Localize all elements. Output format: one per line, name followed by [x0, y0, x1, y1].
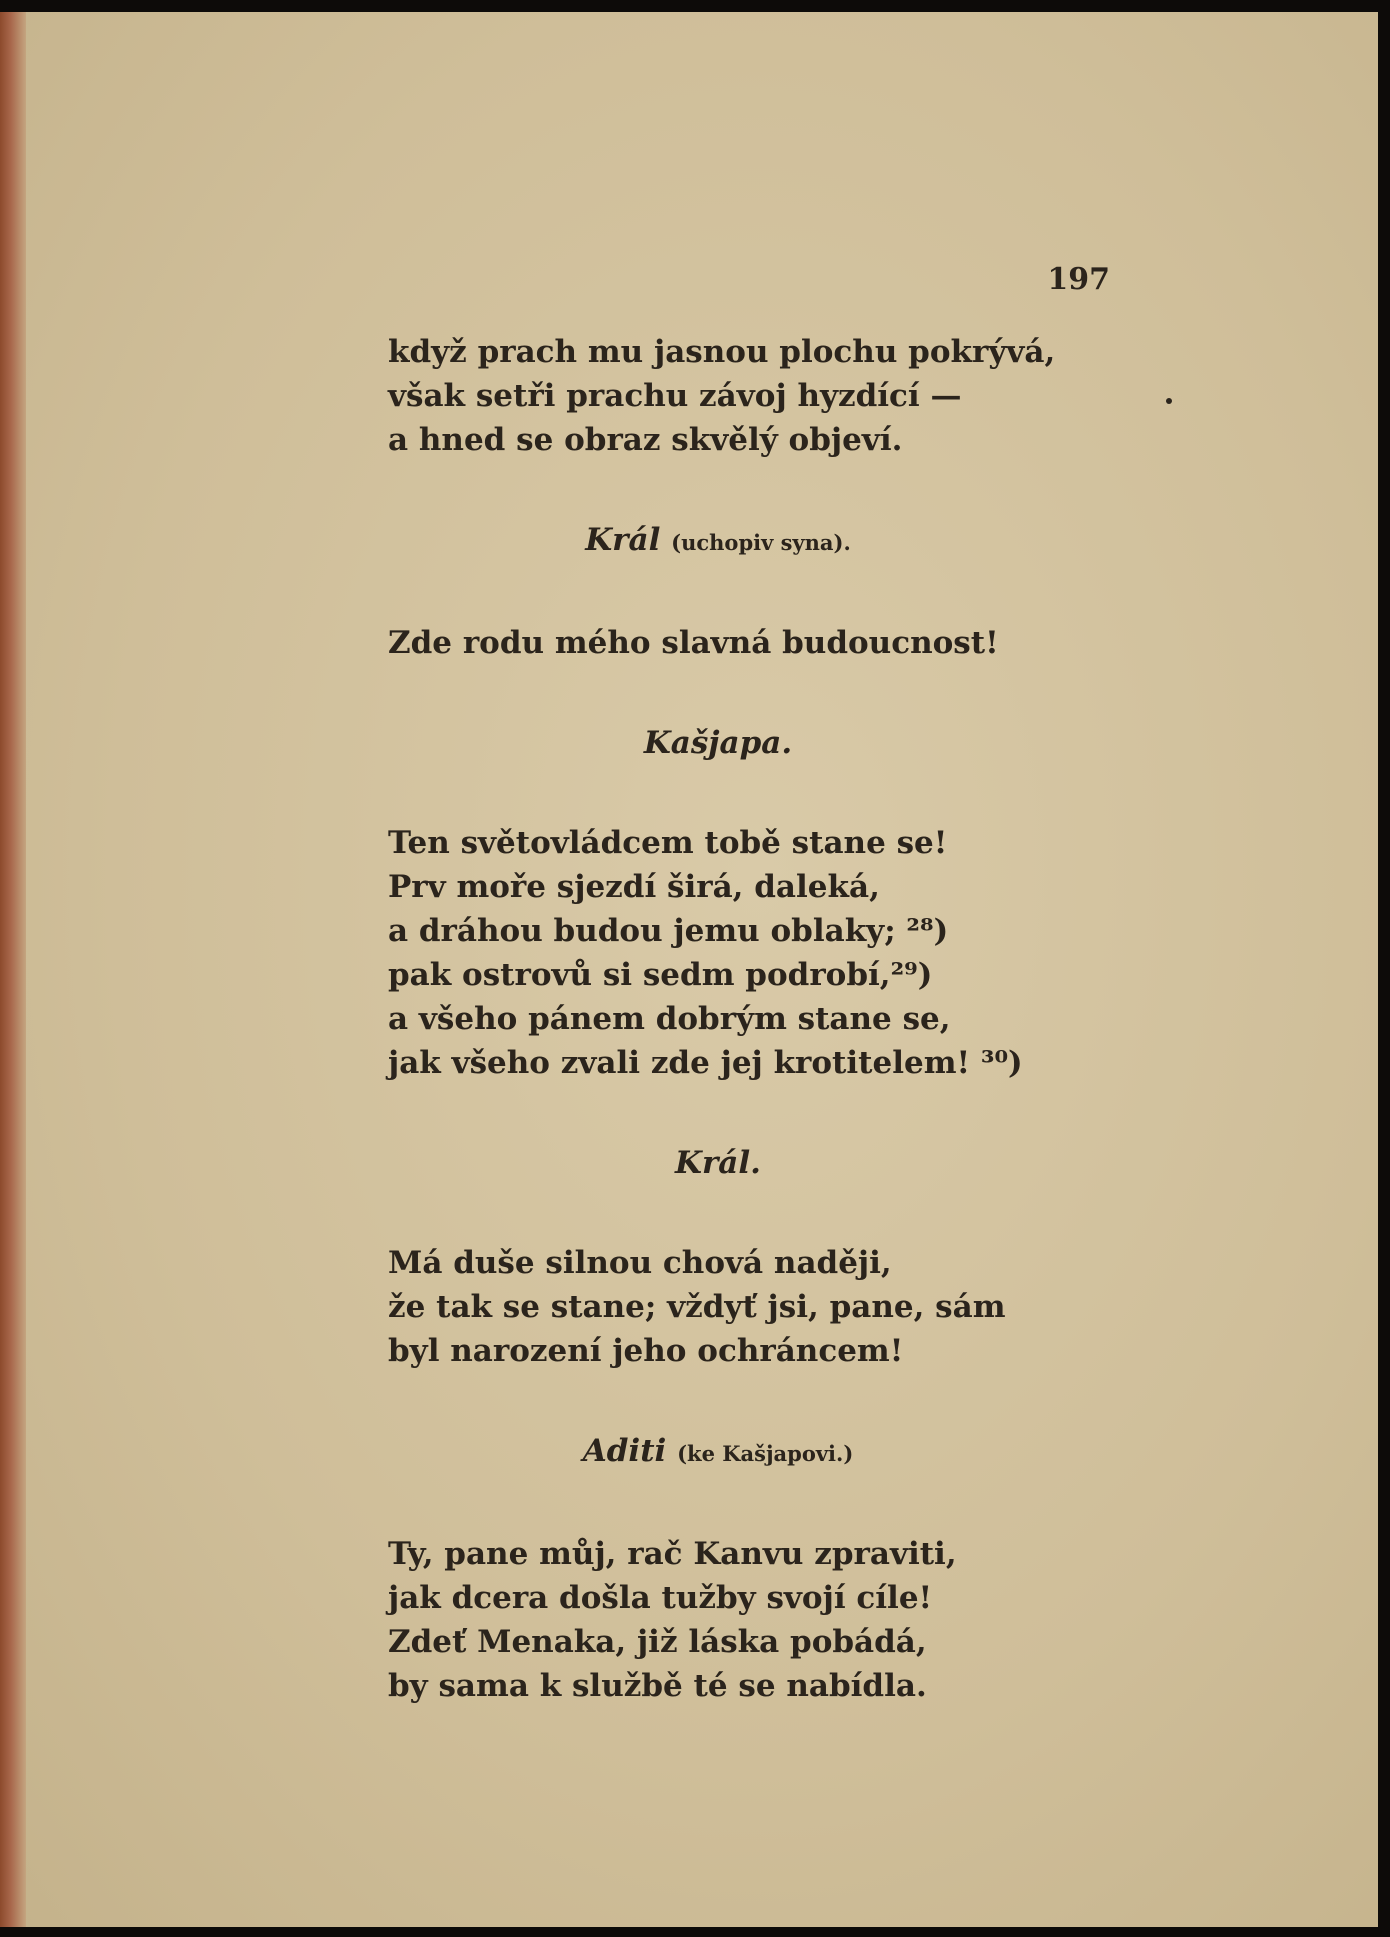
- stage-direction: (uchopiv syna).: [671, 530, 851, 555]
- speaker-heading-kasjapa: [328, 721, 1108, 765]
- verse-line: Má duše silnou chová naději,: [388, 1245, 892, 1281]
- verse-line: a dráhou budou jemu oblaky; ²⁸): [388, 913, 949, 949]
- speaker-name: Aditi: [582, 1433, 667, 1469]
- verse-line: a všeho pánem dobrým stane se,: [388, 1001, 951, 1037]
- verse-line: že tak se stane; vždyť jsi, pane, sám: [388, 1289, 1006, 1325]
- verse-line: když prach mu jasnou plochu pokrývá,: [388, 334, 1056, 370]
- stanza-2: [388, 621, 1108, 665]
- verse-line: jak dcera došla tužby svojí cíle!: [388, 1580, 933, 1616]
- page-number: 197: [1047, 262, 1110, 297]
- speaker-name: Kašjapa.: [643, 725, 793, 761]
- book-page: [0, 12, 1378, 1927]
- stanza-1: [388, 330, 1108, 462]
- speaker-name: Král.: [675, 1145, 761, 1181]
- verse-line: pak ostrovů si sedm podrobí,²⁹): [388, 957, 933, 993]
- book-spine-edge: [0, 12, 26, 1927]
- stage-direction: (ke Kašjapovi.): [677, 1441, 854, 1466]
- verse-line: jak všeho zvali zde jej krotitelem! ³⁰): [388, 1045, 1023, 1081]
- stanza-5: [388, 1532, 1108, 1708]
- speaker-name: Král: [585, 522, 661, 558]
- page-text: [388, 330, 1108, 1708]
- verse-line: Zde rodu mého slavná budoucnost!: [388, 625, 999, 661]
- verse-line: však setři prachu závoj hyzdící —: [388, 378, 962, 414]
- verse-line: Zdeť Menaka, již láska pobádá,: [388, 1624, 927, 1660]
- stanza-4: [388, 1241, 1108, 1373]
- stanza-3: [388, 821, 1108, 1085]
- verse-line: Prv moře sjezdí širá, daleká,: [388, 869, 880, 905]
- verse-line: Ten světovládcem tobě stane se!: [388, 825, 948, 861]
- speaker-heading-kral-2: [328, 1141, 1108, 1185]
- verse-line: by sama k službě té se nabídla.: [388, 1668, 927, 1704]
- verse-line: byl narození jeho ochráncem!: [388, 1333, 904, 1369]
- speaker-heading-aditi: [328, 1429, 1108, 1476]
- ink-speck: [1166, 398, 1172, 404]
- speaker-heading-kral-1: [328, 518, 1108, 565]
- verse-line: a hned se obraz skvělý objeví.: [388, 422, 903, 458]
- verse-line: Ty, pane můj, rač Kanvu zpraviti,: [388, 1536, 957, 1572]
